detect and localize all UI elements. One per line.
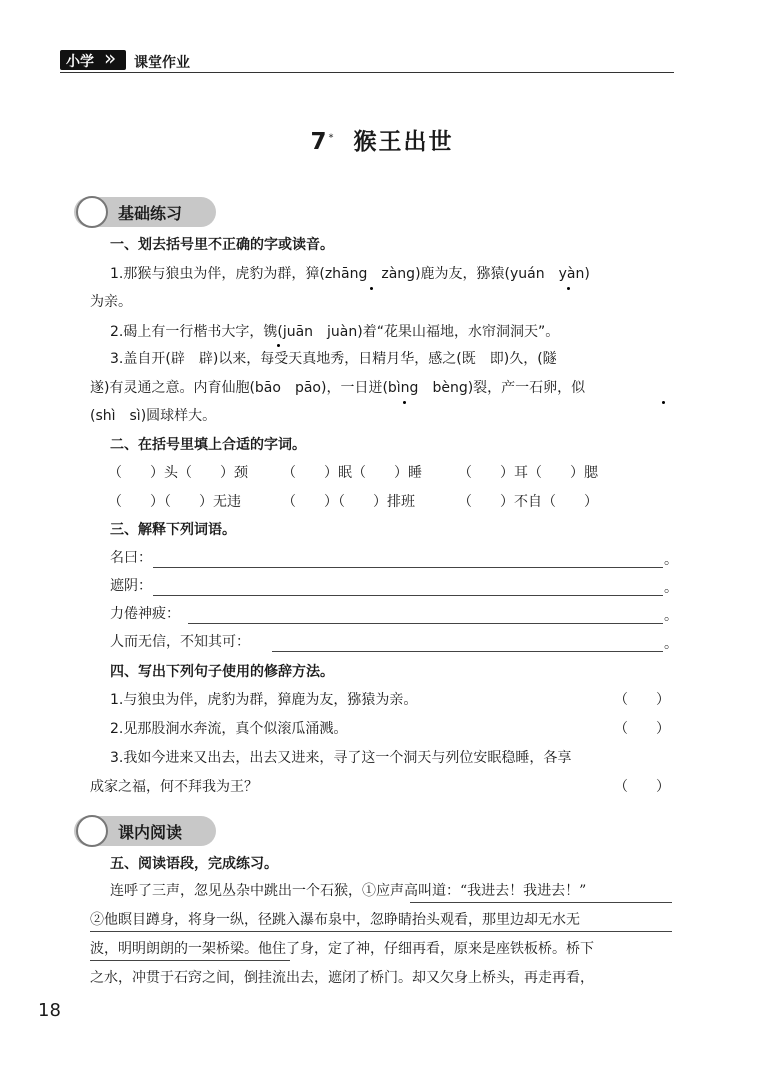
q2-cell: （ ）（ ）排班 [282, 494, 415, 510]
passage-line: 波，明明朗朗的一架桥梁。他住了身，定了神，仔细再看，原来是座铁板桥。桥下 [90, 941, 594, 957]
q3-end: 。 [664, 580, 678, 596]
q3-term: 名曰： [110, 550, 152, 566]
q2-cell: （ ）头（ ）颈 [108, 465, 248, 481]
q1-line1: 1.那猴与狼虫为伴，虎豹为群，獐(zhāng zàng)鹿为友，猕猿(yuán yàn) [110, 266, 590, 282]
underline [90, 960, 290, 961]
answer-line[interactable] [272, 651, 663, 652]
tiger-icon [76, 815, 108, 847]
q3-term: 人而无信，不知其可： [110, 634, 250, 650]
q2-cell: （ ）耳（ ）腮 [458, 465, 598, 481]
passage-line: 之水，冲贯于石窍之间，倒挂流出去，遮闭了桥门。却又欠身上桥头，再走再看， [90, 970, 594, 986]
underline [90, 931, 672, 932]
passage-line: 连呼了三声，忽见丛杂中跳出一个石猴，①应声高叫道：“我进去！我进去！” [110, 883, 587, 899]
emphasis-dot [370, 287, 373, 290]
emphasis-dot [403, 401, 406, 404]
answer-line[interactable] [153, 595, 663, 596]
page-number: 18 [38, 1000, 61, 1021]
answer-line[interactable] [188, 623, 663, 624]
answer-paren[interactable]: （ ） [614, 692, 670, 708]
q2-heading: 二、在括号里填上合适的字词。 [110, 437, 306, 453]
q1-heading: 一、划去括号里不正确的字或读音。 [110, 237, 334, 253]
q3-term: 力倦神疲： [110, 606, 180, 622]
emphasis-dot [567, 287, 570, 290]
q4-sentence: 2.见那股涧水奔流，真个似滚瓜涌溅。 [110, 721, 348, 737]
page-title: 7* 猴王出世 [310, 129, 454, 155]
q3-term: 遮阴： [110, 578, 152, 594]
q2-cell: （ ）不自（ ） [458, 494, 598, 510]
q2-cell: （ ）（ ）无违 [108, 494, 241, 510]
tiger-icon [76, 196, 108, 228]
q3-heading: 三、解释下列词语。 [110, 522, 236, 538]
header-series: 课堂作业 [134, 55, 190, 71]
answer-paren[interactable]: （ ） [614, 721, 670, 737]
q1-line3b: 遂)有灵通之意。内育仙胞(bāo pāo)，一日迸(bìng bèng)裂，产一石卵，似 [90, 380, 586, 396]
q1-line1b: 为亲。 [90, 294, 132, 310]
emphasis-dot [662, 401, 665, 404]
q4-sentence: 成家之福，何不拜我为王？ [90, 779, 258, 795]
q1-line3c: (shì sì)圆球样大。 [90, 408, 217, 424]
header-rule [60, 72, 674, 73]
q1-line2: 2.碣上有一行楷书大字，镌(juān juàn)着“花果山福地，水帘洞洞天”。 [110, 324, 560, 340]
underline [410, 902, 672, 903]
section-title-basic: 基础练习 [118, 204, 183, 223]
answer-paren[interactable]: （ ） [614, 779, 670, 795]
emphasis-dot [277, 344, 280, 347]
section-title-reading: 课内阅读 [118, 823, 183, 842]
q2-cell: （ ）眠（ ）睡 [282, 465, 422, 481]
q4-sentence: 3.我如今进来又出去，出去又进来，寻了这一个洞天与列位安眠稳睡，各享 [110, 750, 572, 766]
q4-heading: 四、写出下列句子使用的修辞方法。 [110, 664, 334, 680]
header-level: 小学 [66, 54, 94, 70]
q3-end: 。 [664, 636, 678, 652]
q1-line3: 3.盖自开(辟 辟)以来，每受天真地秀，日精月华，感之(既 即)久，(隧 [110, 351, 557, 367]
answer-line[interactable] [153, 567, 663, 568]
header-chevron-icon: » [104, 46, 117, 70]
q3-end: 。 [664, 608, 678, 624]
q3-end: 。 [664, 552, 678, 568]
q5-heading: 五、阅读语段，完成练习。 [110, 856, 278, 872]
passage-line: ②他瞑目蹲身，将身一纵，径跳入瀑布泉中，忽睁睛抬头观看，那里边却无水无 [90, 912, 580, 928]
q4-sentence: 1.与狼虫为伴，虎豹为群，獐鹿为友，猕猿为亲。 [110, 692, 418, 708]
